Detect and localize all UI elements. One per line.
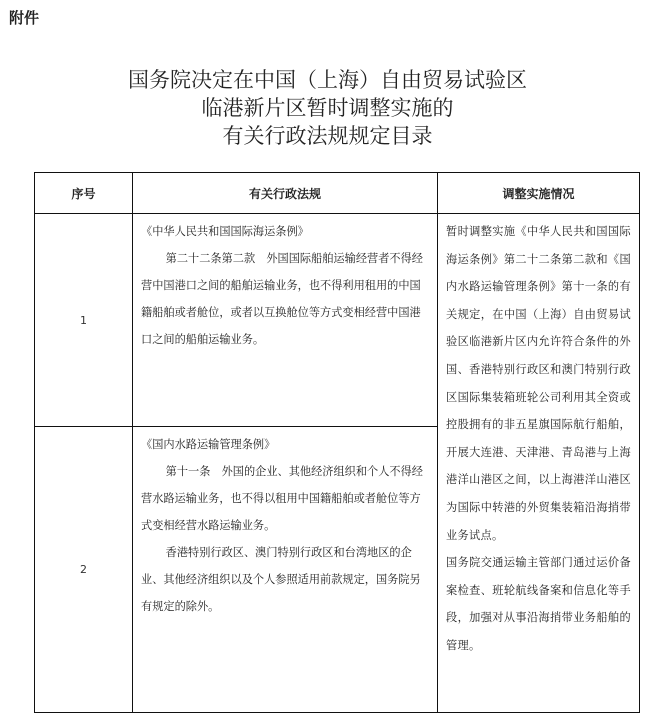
regulation-cell bbox=[133, 427, 438, 713]
regulation-title: 《国内水路运输管理条例》 bbox=[141, 438, 276, 451]
title-line-3: 有关行政法规规定目录 bbox=[222, 124, 433, 148]
header-regulation: 有关行政法规 bbox=[133, 173, 438, 214]
table-header-row bbox=[35, 173, 640, 214]
regulation-title: 《中华人民共和国国际海运条例》 bbox=[141, 225, 309, 238]
regulation-cell bbox=[133, 214, 438, 427]
header-adjustment: 调整实施情况 bbox=[438, 173, 640, 214]
row-number: 1 bbox=[35, 214, 133, 427]
annex-label: 附件 bbox=[9, 9, 40, 27]
title-line-1: 国务院决定在中国（上海）自由贸易试验区 bbox=[128, 68, 527, 92]
header-number: 序号 bbox=[35, 173, 133, 214]
document-title bbox=[0, 66, 655, 150]
regulations-table bbox=[34, 172, 640, 713]
table-row bbox=[35, 214, 640, 427]
adjustment-paragraph: 暂时调整实施《中华人民共和国国际海运条例》第二十二条第二款和《国内水路运输管理条例》第十一条的有关规定，在中国（上海）自由贸易试验区临港新片区内允许符合条件的外国、香港特别行政区和澳门特别行政区国际集装箱班轮公司利用其全资或控股拥有的非五星旗国际航行船舶，开展大连港、天津港、青岛港与上海港洋山港区之间，以上海港洋山港区为国际中转港的外贸集装箱沿海捎带业务试点。 bbox=[446, 225, 631, 542]
title-line-2: 临港新片区暂时调整实施的 bbox=[201, 96, 454, 120]
regulation-paragraph: 第二十二条第二款 外国国际船舶运输经营者不得经营中国港口之间的船舶运输业务，也不得利用租用的中国籍船舶或者舱位，或者以互换舱位等方式变相经营中国港口之间的船舶运输业务。 bbox=[141, 252, 423, 346]
regulation-paragraph: 香港特别行政区、澳门特别行政区和台湾地区的企业、其他经济组织以及个人参照适用前款规定，国务院另有规定的除外。 bbox=[141, 546, 421, 613]
regulation-paragraph: 第十一条 外国的企业、其他经济组织和个人不得经营水路运输业务，也不得以租用中国籍船舶或者舱位等方式变相经营水路运输业务。 bbox=[141, 465, 423, 532]
adjustment-cell bbox=[438, 214, 640, 713]
adjustment-paragraph: 国务院交通运输主管部门通过运价备案检查、班轮航线备案和信息化等手段，加强对从事沿海捎带业务船舶的管理。 bbox=[446, 556, 631, 652]
row-number: 2 bbox=[35, 427, 133, 713]
